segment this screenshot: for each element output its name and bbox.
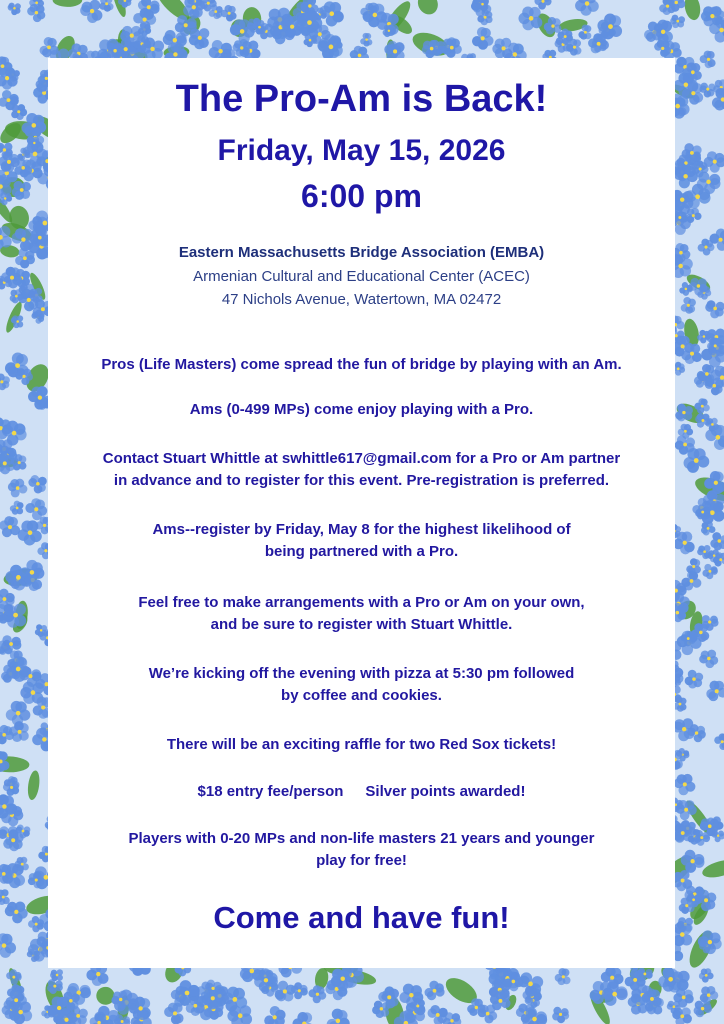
flower-decoration xyxy=(308,985,326,1003)
raffle-paragraph xyxy=(48,734,675,756)
event-date: Friday, May 15, 2026 xyxy=(217,134,506,167)
flower-decoration xyxy=(552,1007,569,1023)
ams-text: Ams (0-499 MPs) come enjoy playing with a Pro. xyxy=(189,401,534,418)
silver-points: Silver points awarded! xyxy=(365,783,526,800)
flower-decoration xyxy=(697,545,711,559)
free-play-line-2: play for free! xyxy=(316,852,407,869)
flyer-panel xyxy=(48,58,675,968)
free-play-paragraph xyxy=(48,828,675,872)
flower-decoration xyxy=(699,968,714,982)
flower-decoration xyxy=(422,40,441,58)
fee-paragraph xyxy=(48,781,675,803)
flower-decoration xyxy=(681,297,696,314)
flower-decoration xyxy=(264,1006,285,1024)
flower-decoration xyxy=(164,1003,183,1024)
flower-decoration xyxy=(698,239,715,256)
flower-decoration xyxy=(327,1009,350,1024)
flower-decoration xyxy=(575,0,599,16)
flower-decoration xyxy=(27,4,45,22)
flower-decoration xyxy=(293,1012,314,1024)
flower-decoration xyxy=(221,5,237,22)
closing-line: Come and have fun! xyxy=(213,900,510,935)
flower-decoration xyxy=(0,374,10,391)
flower-decoration xyxy=(40,37,59,57)
flower-decoration xyxy=(28,475,46,493)
flower-decoration xyxy=(686,558,701,574)
flyer-title: The Pro-Am is Back! xyxy=(175,78,548,120)
flower-decoration xyxy=(555,968,571,985)
flower-decoration xyxy=(710,532,724,550)
flower-decoration xyxy=(706,681,724,701)
flower-decoration xyxy=(674,774,696,795)
organization-name: Eastern Massachusetts Bridge Association (EMBA) xyxy=(178,244,545,261)
flower-decoration xyxy=(714,733,724,750)
flower-decoration xyxy=(672,1007,692,1024)
flower-decoration xyxy=(673,718,695,741)
flower-decoration xyxy=(10,501,24,515)
flower-decoration xyxy=(99,0,113,12)
entry-fee: $18 entry fee/person xyxy=(197,783,344,800)
leaf-decoration xyxy=(52,0,82,7)
food-line-1: We’re kicking off the evening with pizza at 5:30 pm followed xyxy=(148,665,575,682)
flower-decoration xyxy=(275,981,296,1002)
flower-decoration xyxy=(702,564,717,579)
flower-decoration xyxy=(694,1001,712,1018)
flower-decoration xyxy=(712,830,724,842)
leaf-decoration xyxy=(683,0,703,21)
pros-text: Pros (Life Masters) come spread the fun of bridge by playing with an Am. xyxy=(101,356,622,373)
flower-decoration xyxy=(685,670,704,689)
flower-decoration xyxy=(472,27,494,50)
flower-decoration xyxy=(0,889,10,905)
flower-decoration xyxy=(672,870,692,891)
flower-decoration xyxy=(0,516,20,537)
flower-decoration xyxy=(428,1005,448,1024)
flower-decoration xyxy=(670,15,685,28)
pros-paragraph xyxy=(48,354,675,376)
contact-line-2: in advance and to register for this event. Pre-registration is preferred. xyxy=(113,472,610,489)
contact-line-1: Contact Stuart Whittle at swhittle617@gmail.com for a Pro or Am partner xyxy=(102,450,621,467)
flower-decoration xyxy=(0,933,16,958)
flower-decoration xyxy=(8,3,21,16)
event-time: 6:00 pm xyxy=(301,178,422,214)
food-paragraph xyxy=(48,663,675,707)
arrangements-paragraph xyxy=(48,592,675,636)
flower-decoration xyxy=(700,51,716,69)
free-play-line-1: Players with 0-20 MPs and non-life masters 21 years and younger xyxy=(128,830,595,847)
flower-decoration xyxy=(702,615,719,631)
flower-decoration xyxy=(80,0,102,23)
deadline-line-2: being partnered with a Pro. xyxy=(264,543,459,560)
deadline-paragraph xyxy=(48,519,675,563)
venue-address: 47 Nichols Avenue, Watertown, MA 02472 xyxy=(221,291,502,308)
flower-decoration xyxy=(518,7,542,31)
flower-decoration xyxy=(8,479,28,498)
arrangements-line-1: Feel free to make arrangements with a Pro or Am on your own, xyxy=(138,594,585,611)
flower-decoration xyxy=(659,0,675,15)
ams-paragraph xyxy=(48,399,675,421)
flower-decoration xyxy=(360,33,372,47)
food-line-2: by coffee and cookies. xyxy=(281,687,442,704)
leaf-decoration xyxy=(26,770,41,801)
raffle-text: There will be an exciting raffle for two Red Sox tickets! xyxy=(166,736,557,753)
flower-decoration xyxy=(5,902,28,924)
flower-decoration xyxy=(11,104,27,120)
flower-decoration xyxy=(675,435,695,455)
leaf-decoration xyxy=(414,0,441,18)
flower-decoration xyxy=(319,1,343,26)
contact-paragraph xyxy=(48,448,675,492)
flower-decoration xyxy=(111,991,129,1009)
flower-decoration xyxy=(425,981,445,1001)
arrangements-line-2: and be sure to register with Stuart Whittle. xyxy=(210,616,513,633)
flower-decoration xyxy=(705,300,724,318)
flower-decoration xyxy=(35,624,47,637)
deadline-line-1: Ams--register by Friday, May 8 for the highest likelihood of xyxy=(152,521,571,538)
venue-name: Armenian Cultural and Educational Center (ACEC) xyxy=(193,268,530,285)
flower-decoration xyxy=(699,650,718,668)
flower-decoration xyxy=(6,701,31,726)
